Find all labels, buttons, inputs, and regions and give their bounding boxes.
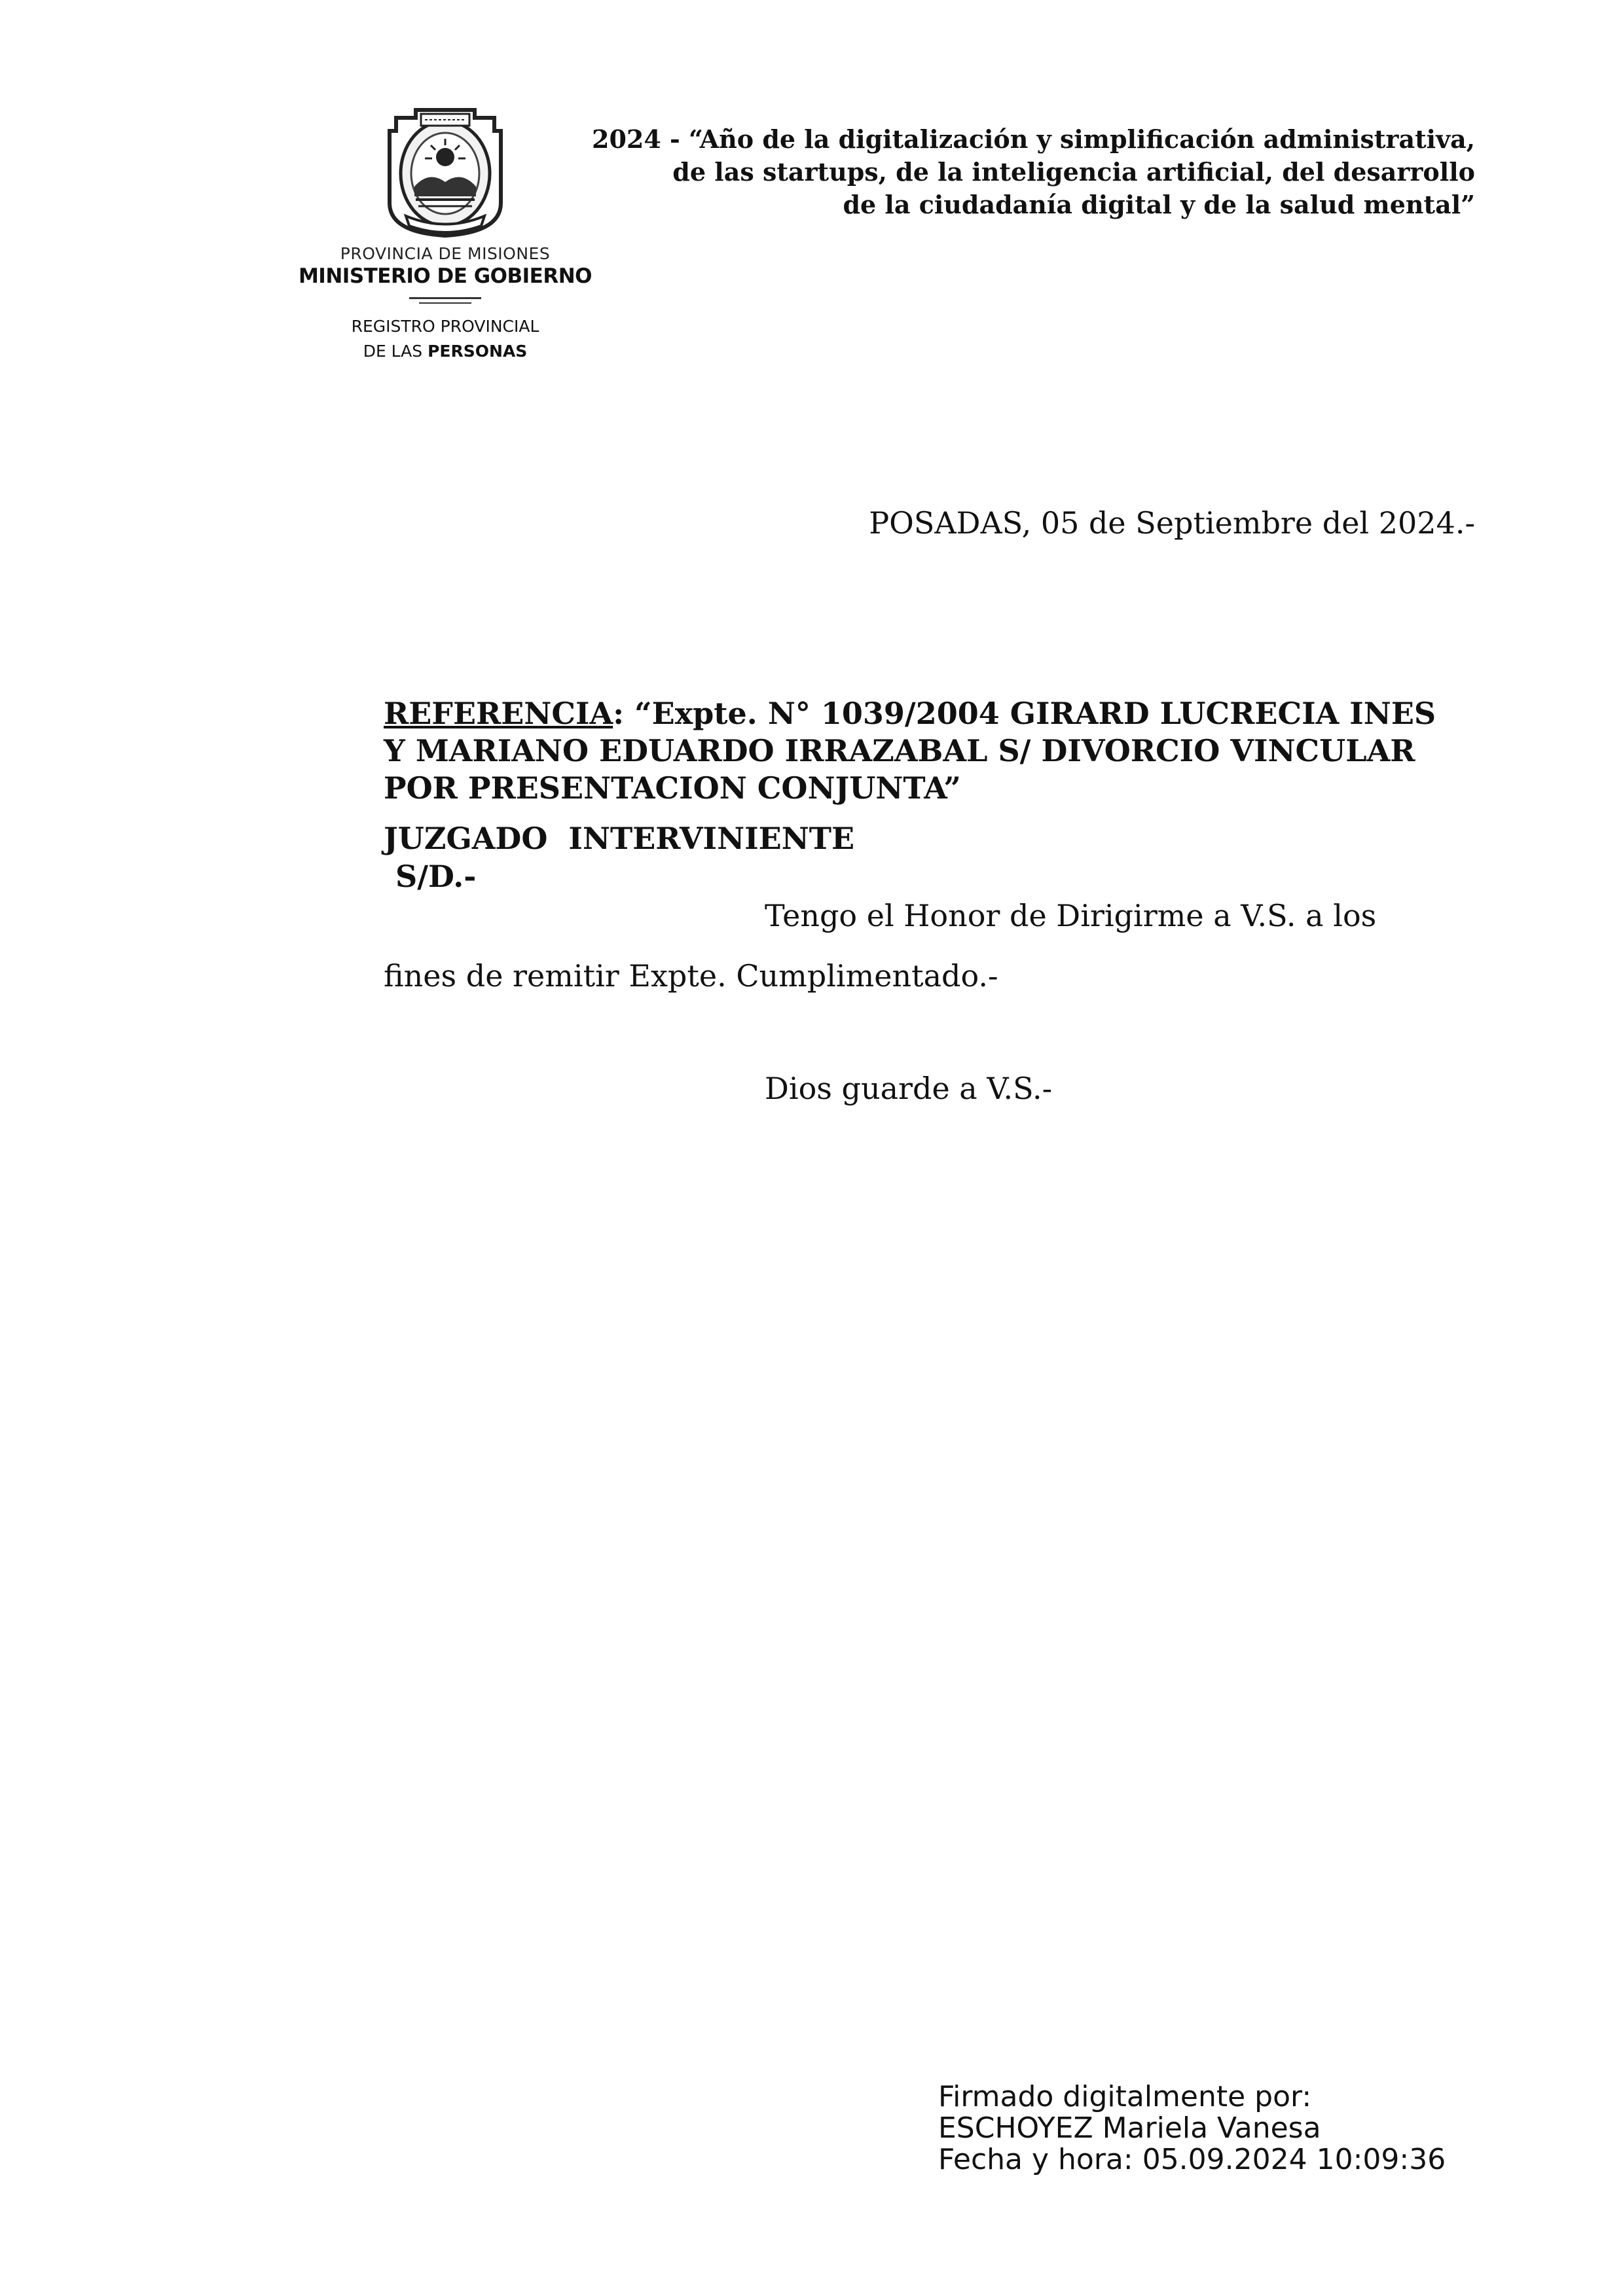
signature-timestamp: Fecha y hora: 05.09.2024 10:09:36 [938,2143,1446,2176]
reference-line-1 [384,695,1497,732]
recipient-court: JUZGADO INTERVINIENTE [384,821,855,856]
logo-divider [409,297,481,299]
motto-line-3: de la ciudadanía digital y de la salud mental” [843,190,1475,219]
province-name: PROVINCIA DE MISIONES [340,244,551,263]
reference-block [384,695,1497,807]
registry-prefix: DE LAS [363,342,423,361]
signature-line-1: Firmado digitalmente por: [938,2080,1312,2113]
recipient-sd: S/D.- [395,859,477,894]
motto-line-1: 2024 - “Año de la digitalización y simplificación administrativa, [592,124,1475,154]
body-line-1: Tengo el Honor de Dirigirme a V.S. a los [765,898,1377,933]
body-line-2: fines de remitir Expte. Cumplimentado.- [384,958,998,994]
digital-signature [938,2081,1446,2176]
motto-line-2: de las startups, de la inteligencia artificial, del desarrollo [672,157,1475,187]
reference-label: REFERENCIA [384,696,613,731]
year-motto [493,123,1475,221]
letter-date: POSADAS, 05 de Septiembre del 2024.- [869,505,1475,541]
reference-text-1: : “Expte. N° 1039/2004 GIRARD LUCRECIA INES [613,696,1436,731]
registry-bold: PERSONAS [428,342,528,361]
reference-line-3: POR PRESENTACION CONJUNTA” [384,770,961,806]
registry-name-line2 [275,339,615,364]
logo-divider-short [419,302,471,304]
registry-name-line1: REGISTRO PROVINCIAL [351,317,539,336]
ministry-name: MINISTERIO DE GOBIERNO [298,264,593,288]
closing-line: Dios guarde a V.S.- [765,1071,1053,1106]
reference-line-2: Y MARIANO EDUARDO IRRAZABAL S/ DIVORCIO VINCULAR [384,733,1415,768]
signature-signer: ESCHOYEZ Mariela Vanesa [938,2111,1321,2145]
